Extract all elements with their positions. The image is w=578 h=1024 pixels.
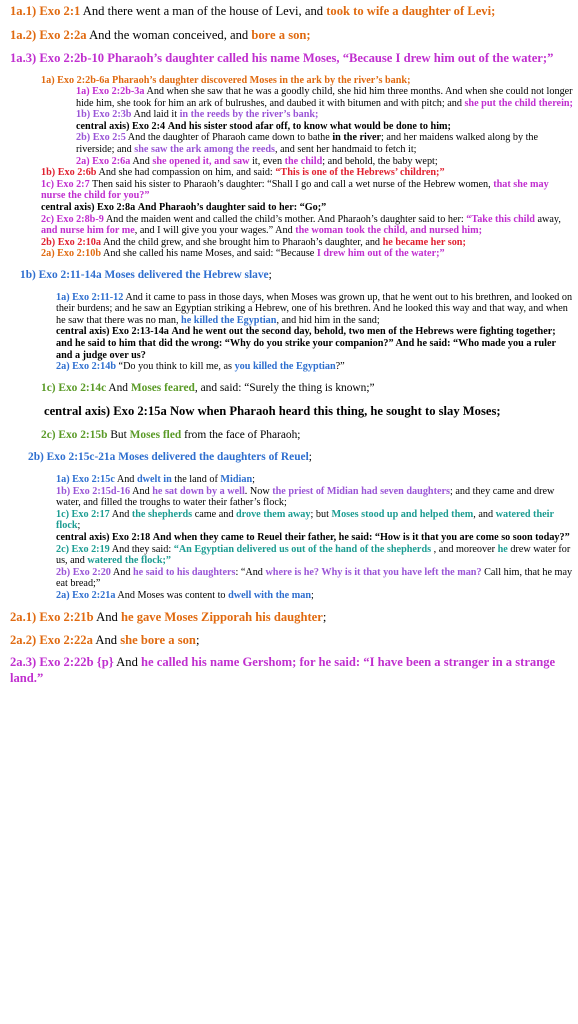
ref: 2b) Exo 2:10a [41,236,101,248]
outline-line: 2a.3) Exo 2:22b {p} And he called his name Gershom; for he said: “I have been a stranger in a strange land.” [10,655,556,685]
ref: 2c) Exo 2:8b-9 [41,213,104,225]
outline-line: 1b) Exo 2:11-14a Moses delivered the Hebrew slave; [20,269,272,281]
ref: 1a) Exo 2:2b-3a [76,86,145,98]
outline-line: 2c) Exo 2:15b But Moses fled from the face of Pharaoh; [41,428,301,441]
ref: 2a.3) Exo 2:22b {p} [10,655,114,670]
outline-line: central axis) Exo 2:8a And Pharaoh’s daughter said to her: “Go;” [41,202,327,214]
ref: 1a) Exo 2:11-12 [56,291,124,303]
ref: central axis) Exo 2:13-14a [56,326,169,338]
highlight: bore a son; [251,27,311,42]
text: Pharaoh’s daughter called his name Moses, “Because I drew him out of the water;” [107,51,554,65]
ref: 1a.3) Exo 2:2b-10 [10,51,105,65]
ref: 1a) Exo 2:2b-6a [41,74,110,86]
outline-line: 1b) Exo 2:3b And laid it in the reeds by the river’s bank; [76,109,319,121]
outline-line: central axis) Exo 2:15a Now when Pharaoh heard this thing, he sought to slay Moses; [44,404,501,419]
ref: central axis) Exo 2:4 [76,120,166,132]
outline-line: 1b) Exo 2:6b And she had compassion on him, and said: “This is one of the Hebrews’ children;” [41,167,445,179]
outline-line: 2b) Exo 2:15c-21a Moses delivered the daughters of Reuel; [28,451,312,464]
outline-line: 1a) Exo 2:15c And dwelt in the land of Midian; [56,473,255,485]
ref: 1c) Exo 2:7 [41,178,90,190]
outline-line [4,51,574,67]
ref: central axis) Exo 2:18 [56,531,151,543]
outline-line: 2a) Exo 2:6a And she opened it, and saw it, even the child; and behold, the baby wept; [76,155,438,167]
ref: 2a) Exo 2:21a [56,589,116,601]
outline-line: 1a) Exo 2:11-12 And it came to pass in those days, when Moses was grown up, that he went out to his brethren, and looked on their burdens; and he saw an Egyptian striking a Hebrew, one of his brethren. And he looked this way and that way, and when he saw that there was no man, he killed the Egyptian, and hid him in the sand; [56,291,573,326]
outline-line: central axis) Exo 2:4 And his sister stood afar off, to know what would be done to him; [76,120,451,132]
outline-line [4,28,574,44]
outline-line [4,4,574,20]
outline-line: 2c) Exo 2:8b-9 And the maiden went and called the child’s mother. And Pharaoh’s daughter said to her: “Take this child away, and nurse him for me, and I will give you your wages.” And the woman took the child, and nursed him; [41,213,561,237]
ref: 2b) Exo 2:5 [76,132,126,144]
ref: central axis) Exo 2:15a [44,404,167,419]
outline-line: 2b) Exo 2:20 And he said to his daughters: “And where is he? Why is it that you have left the man? Call him, that he may eat bread;” [56,566,573,590]
ref: 2a) Exo 2:14b [56,361,116,373]
ref: 1a) Exo 2:15c [56,473,115,485]
outline-line: central axis) Exo 2:13-14a And he went out the second day, behold, two men of the Hebrews were fighting together; and he said to him that did the wrong: “Why do you strike your companion?” And he said: “Who made you a ruler and a judge over us? [56,326,556,361]
ref: 1a.2) Exo 2:2a [10,27,87,42]
highlight: she put the child therein; [464,97,573,109]
outline-line: 1c) Exo 2:17 And the shepherds came and drove them away; but Moses stood up and helped them, and watered their flock; [56,508,554,532]
outline-line: 2a) Exo 2:21a And Moses was content to dwell with the man; [56,589,314,601]
ref: 2c) Exo 2:15b [41,428,108,441]
ref: 2c) Exo 2:19 [56,543,110,555]
text: And the woman conceived, and [89,27,249,42]
ref: 2a.2) Exo 2:22a [10,632,93,647]
ref: 1b) Exo 2:11-14a [20,269,102,281]
ref: central axis) Exo 2:8a [41,202,136,214]
outline-line: 1b) Exo 2:15d-16 And he sat down by a well. Now the priest of Midian had seven daughters; and they came and drew water, and filled the troughs to water their father’s flock; [56,485,555,509]
ref: 1b) Exo 2:6b [41,167,97,179]
text: And there went a man of the house of Levi, and [82,4,324,18]
outline-line: 1a) Exo 2:2b-3a And when she saw that he was a goodly child, she hid him three months. And when she could not longer hide him, she took for him an ark of bulrushes, and daubed it with bitumen and with pitch; and she put the child therein; [76,86,573,109]
outline-line: 2a.2) Exo 2:22a And she bore a son; [10,632,200,647]
outline-line: 2a) Exo 2:14b “Do you think to kill me, as you killed the Egyptian?” [56,361,345,373]
outline-line: 2a.1) Exo 2:21b And he gave Moses Zipporah his daughter; [10,610,327,625]
outline-line: 2b) Exo 2:5 And the daughter of Pharaoh came down to bathe in the river; and her maidens walked along by the riverside; and she saw the ark among the reeds, and sent her handmaid to fetch it; [76,132,539,156]
ref: 2a.1) Exo 2:21b [10,610,94,625]
ref: 1a.1) Exo 2:1 [10,4,81,18]
text: Pharaoh’s daughter discovered Moses in the ark by the river’s bank; [112,74,411,86]
ref: 1b) Exo 2:3b [76,109,132,121]
outline-line: 2b) Exo 2:10a And the child grew, and she brought him to Pharaoh’s daughter, and he became her son; [41,236,466,248]
ref: 1c) Exo 2:14c [41,381,107,394]
ref: 2b) Exo 2:20 [56,566,111,578]
ref: 1c) Exo 2:17 [56,508,110,520]
highlight: in the reeds by the river’s bank; [179,109,319,121]
ref: 2b) Exo 2:15c-21a [28,451,116,464]
outline-line: 1c) Exo 2:7 Then said his sister to Pharaoh’s daughter: “Shall I go and call a wet nurse of the Hebrew women, that she may nurse the child for you?” [41,178,549,202]
ref: 2a) Exo 2:10b [41,248,101,260]
ref: 2a) Exo 2:6a [76,155,131,167]
outline-line [4,75,574,87]
outline-line: 2c) Exo 2:19 And they said: “An Egyptian delivered us out of the hand of the shepherds , and moreover he drew water for us, and watered the flock;” [56,543,571,567]
outline-line: central axis) Exo 2:18 And when they came to Reuel their father, he said: “How is it that you are come so soon today?” [56,531,570,543]
ref: 1b) Exo 2:15d-16 [56,485,131,497]
outline-line: 1c) Exo 2:14c And Moses feared, and said: “Surely the thing is known;” [41,381,375,394]
highlight: took to wife a daughter of Levi; [326,4,496,18]
outline-line: 2a) Exo 2:10b And she called his name Moses, and said: “Because I drew him out of the water;” [41,248,445,260]
